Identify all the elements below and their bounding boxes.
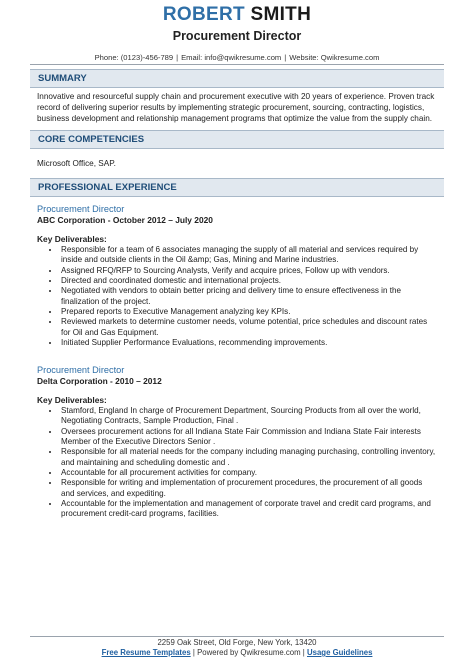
key-deliverables-label: Key Deliverables: [37, 234, 107, 245]
job-role: Procurement Director [37, 204, 125, 215]
separator: | [176, 53, 179, 62]
powered-by: Powered by Qwikresume.com [197, 648, 301, 657]
first-name: ROBERT [162, 4, 245, 25]
candidate-name [0, 3, 474, 27]
separator: | [284, 53, 287, 62]
list-item: • Accountable for all procurement activities for company. [60, 468, 437, 478]
contact-line [0, 53, 474, 63]
separator: | [302, 648, 305, 657]
list-item: • Stamford, England In charge of Procurement Department, Sourcing Products from all over the world, Negotiating Contracts, Sample Production, Final . [60, 406, 437, 427]
job-company: Delta Corporation - 2010 – 2012 [37, 376, 162, 387]
job-title: Procurement Director [172, 29, 302, 43]
job-entry [0, 204, 474, 348]
usage-guidelines-link[interactable]: Usage Guidelines [307, 648, 373, 657]
deliverables-list [0, 245, 474, 348]
free-resume-templates-link[interactable]: Free Resume Templates [101, 648, 191, 657]
list-item: • Oversees procurement actions for all Indiana State Fair Commission and Indiana State Fair interests Member of the Executive Directors Senior . [60, 427, 437, 448]
list-item: • Responsible for a team of 6 associates managing the supply of all material and services required by inside and outside clients in the Oil &amp; Gas, Mining and Marine industries. [60, 245, 437, 266]
footer-links [0, 648, 474, 658]
website: Website: Qwikresume.com [289, 53, 380, 62]
job-role: Procurement Director [37, 365, 125, 376]
list-item: • Responsible for writing and implementation of procurement procedures, the procurement of all goods and services, and expediting. [60, 478, 437, 499]
list-item: • Assigned RFQ/RFP to Sourcing Analysts, Verify and acquire prices, Follow up with vendors. [60, 266, 437, 276]
list-item: • Negotiated with vendors to obtain better pricing and delivery time to ensure effectiveness in the finalization of the project. [60, 286, 437, 307]
footer-divider [30, 636, 444, 637]
list-item: • Accountable for the implementation and management of corporate travel and credit card programs, and procurement credit-card programs, facilities. [60, 499, 437, 520]
separator: | [192, 648, 195, 657]
summary-text: Innovative and resourceful supply chain and procurement executive with 20 years of experience. Proven track record of delivering superior results by implementing strategic procurement, sourcing, contracting, logistics, business development and relationship management programs that optimize the value from the supply chain. [37, 92, 435, 123]
deliverables-list [0, 406, 474, 519]
section-summary-heading: SUMMARY [30, 69, 444, 88]
footer [0, 638, 474, 658]
list-item: • Directed and coordinated domestic and international projects. [60, 276, 437, 286]
list-item: • Prepared reports to Executive Management analyzing key KPIs. [60, 307, 437, 317]
competencies-text: Microsoft Office, SAP. [37, 159, 116, 169]
footer-address: 2259 Oak Street, Old Forge, New York, 13420 [157, 638, 317, 647]
job-company: ABC Corporation - October 2012 – July 2020 [37, 215, 213, 226]
list-item: • Initiated Supplier Performance Evaluations, recommending improvements. [60, 338, 437, 348]
key-deliverables-label: Key Deliverables: [37, 395, 107, 406]
last-name: SMITH [250, 4, 312, 25]
section-experience-heading: PROFESSIONAL EXPERIENCE [30, 178, 444, 197]
email: Email: info@qwikresume.com [181, 53, 282, 62]
section-competencies-heading: CORE COMPETENCIES [30, 130, 444, 149]
list-item: • Responsible for all material needs for the company including managing purchasing, controlling inventory, and maintaining and scheduling domestic and . [60, 447, 437, 468]
list-item: • Reviewed markets to determine customer needs, volume potential, price schedules and discount rates for Oil and Gas Equipment. [60, 317, 437, 338]
phone: Phone: (0123)-456-789 [94, 53, 174, 62]
job-entry [0, 365, 474, 519]
resume-header [0, 0, 474, 63]
